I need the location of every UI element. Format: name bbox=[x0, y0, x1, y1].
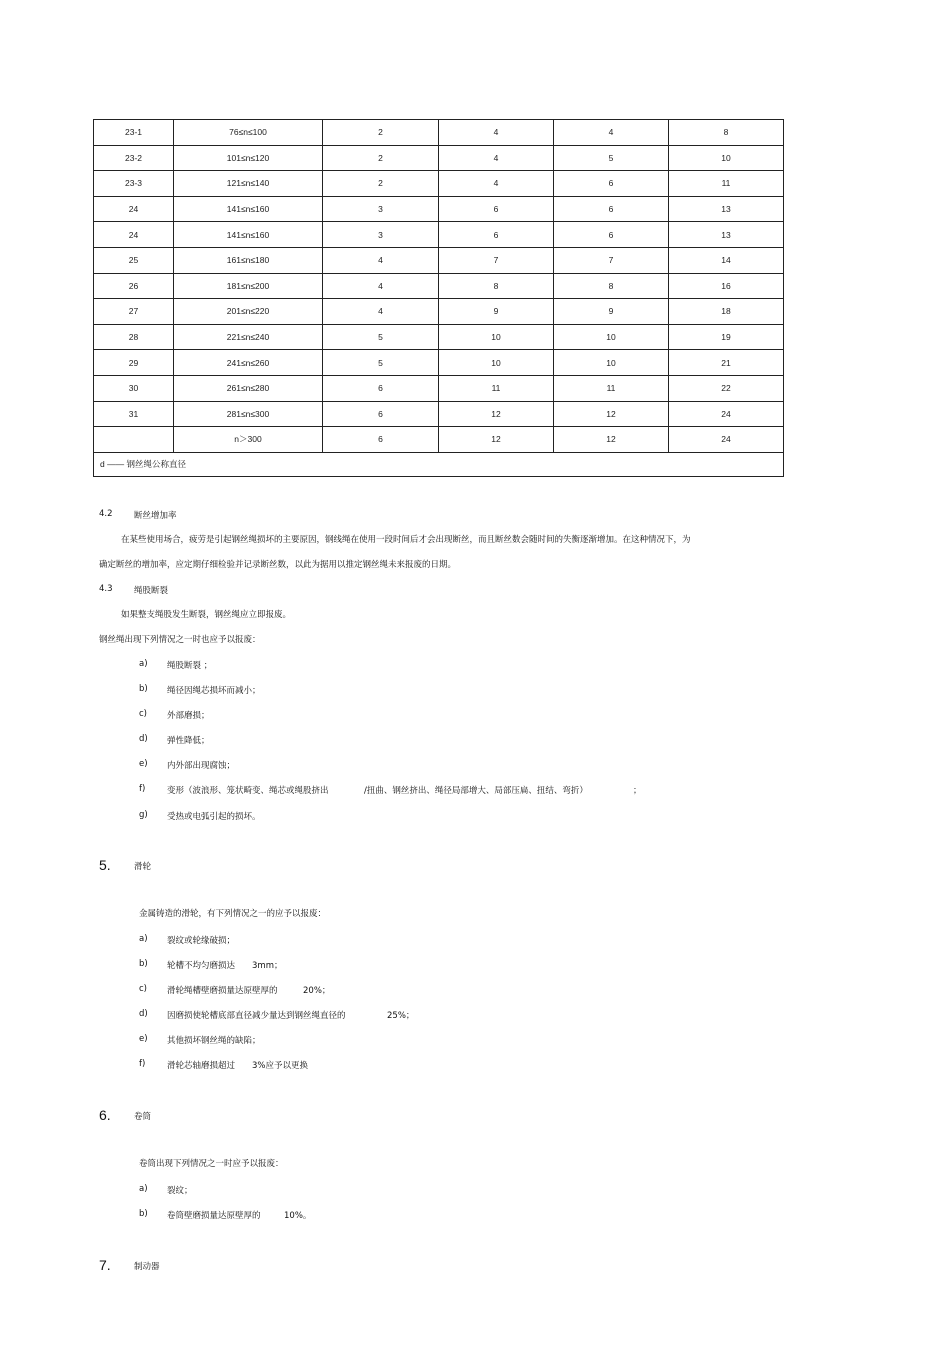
table-cell: 221≤n≤240 bbox=[174, 324, 323, 350]
table-cell: 24 bbox=[94, 222, 174, 248]
section-5-title: 滑轮 bbox=[134, 862, 152, 872]
table-cell: 18 bbox=[669, 299, 784, 325]
table-cell: 19 bbox=[669, 324, 784, 350]
table-cell bbox=[94, 427, 174, 453]
table-cell: 12 bbox=[439, 401, 554, 427]
table-cell: 25 bbox=[94, 247, 174, 273]
table-cell: 6 bbox=[323, 401, 439, 427]
table-cell: 14 bbox=[669, 247, 784, 273]
table-cell: 24 bbox=[94, 196, 174, 222]
list-item-value: 20%； bbox=[303, 986, 331, 996]
section-5-intro: 金属铸造的滑轮，有下列情况之一的应予以报废： bbox=[139, 909, 327, 919]
table-cell: 12 bbox=[554, 401, 669, 427]
list-item-text: 受热或电弧引起的损坏。 bbox=[167, 812, 261, 822]
table-cell: n＞300 bbox=[174, 427, 323, 453]
table-cell: 4 bbox=[554, 120, 669, 146]
table-row bbox=[94, 222, 784, 248]
table-cell: 2 bbox=[323, 145, 439, 171]
list-item-text: 卷筒壁磨损量达原壁厚的 bbox=[167, 1211, 261, 1221]
table-cell: 29 bbox=[94, 350, 174, 376]
table-cell: 6 bbox=[554, 196, 669, 222]
list-item-text-continued: /扭曲、钢丝挤出、绳径局部增大、局部压扁、扭结、弯折） bbox=[364, 786, 588, 796]
section-4-3-title: 绳股断裂 bbox=[134, 586, 169, 596]
list-item-label: g) bbox=[139, 810, 148, 820]
section-4-2-title: 断丝增加率 bbox=[134, 511, 177, 521]
table-cell: 23-2 bbox=[94, 145, 174, 171]
table-row bbox=[94, 401, 784, 427]
section-6-title: 卷筒 bbox=[134, 1112, 152, 1122]
table-row bbox=[94, 324, 784, 350]
table-cell: 4 bbox=[323, 247, 439, 273]
list-item-text: 绳径因绳芯损坏而减小； bbox=[167, 686, 261, 696]
list-item-value: 25%； bbox=[387, 1011, 415, 1021]
list-item-text: 内外部出现腐蚀； bbox=[167, 761, 236, 771]
section-4-2-line1: 在某些使用场合，疲劳是引起钢丝绳损坏的主要原因，钢线绳在使用一段时间后才会出现断丝，而且断丝数会随时间的失衡逐渐增加。在这种情况下，为 bbox=[121, 535, 691, 545]
table-cell: 8 bbox=[439, 273, 554, 299]
list-item-label: f) bbox=[139, 1059, 146, 1069]
table-cell: 23-1 bbox=[94, 120, 174, 146]
table-cell: 5 bbox=[554, 145, 669, 171]
table-row bbox=[94, 299, 784, 325]
table-cell: 22 bbox=[669, 375, 784, 401]
list-item-text: 外部磨损； bbox=[167, 711, 210, 721]
list-item-label: b) bbox=[139, 959, 148, 969]
table-row bbox=[94, 273, 784, 299]
table-cell: 31 bbox=[94, 401, 174, 427]
table-cell: 11 bbox=[554, 375, 669, 401]
table-cell: 141≤n≤160 bbox=[174, 196, 323, 222]
list-item-label: c) bbox=[139, 709, 147, 719]
table-row bbox=[94, 145, 784, 171]
table-cell: 7 bbox=[554, 247, 669, 273]
list-item-text: 滑轮芯轴磨损超过 bbox=[167, 1061, 236, 1071]
table-cell: 9 bbox=[554, 299, 669, 325]
list-item-label: f) bbox=[139, 784, 146, 794]
table-cell: 27 bbox=[94, 299, 174, 325]
table-row bbox=[94, 196, 784, 222]
table-cell: 6 bbox=[323, 427, 439, 453]
list-item-value: 3%应予以更换 bbox=[252, 1061, 308, 1071]
list-item-label: b) bbox=[139, 684, 148, 694]
table-cell: 281≤n≤300 bbox=[174, 401, 323, 427]
list-item-text: 其他损坏钢丝绳的缺陷； bbox=[167, 1036, 261, 1046]
table-cell: 8 bbox=[554, 273, 669, 299]
table-cell: 3 bbox=[323, 222, 439, 248]
table-cell: 16 bbox=[669, 273, 784, 299]
list-item-label: c) bbox=[139, 984, 147, 994]
table-cell: 10 bbox=[439, 324, 554, 350]
table-cell: 4 bbox=[323, 299, 439, 325]
table-row bbox=[94, 120, 784, 146]
table-cell: 24 bbox=[669, 427, 784, 453]
table-cell: 5 bbox=[323, 324, 439, 350]
section-7-number: 7. bbox=[99, 1257, 111, 1273]
table-row bbox=[94, 171, 784, 197]
table-cell: 4 bbox=[439, 145, 554, 171]
table-cell: 11 bbox=[669, 171, 784, 197]
table-cell: 9 bbox=[439, 299, 554, 325]
table-cell: 13 bbox=[669, 196, 784, 222]
list-item-text: 滑轮绳槽壁磨损量达原壁厚的 bbox=[167, 986, 278, 996]
list-item-text: 变形（波浪形、笼状畸变、绳芯或绳股挤出 bbox=[167, 786, 329, 796]
wire-rope-table bbox=[93, 119, 784, 477]
table-row bbox=[94, 427, 784, 453]
list-item-label: d) bbox=[139, 1009, 148, 1019]
table-cell: 4 bbox=[439, 171, 554, 197]
section-4-3-number: 4.3 bbox=[99, 584, 113, 594]
table-cell: 26 bbox=[94, 273, 174, 299]
table-cell: 12 bbox=[439, 427, 554, 453]
list-item-label: a) bbox=[139, 934, 148, 944]
section-4-2-line2: 确定断丝的增加率，应定期仔细检验并记录断丝数，以此为据用以推定钢丝绳未来报废的日期。 bbox=[99, 560, 457, 570]
list-item-text: 裂纹； bbox=[167, 1186, 193, 1196]
table-cell: 11 bbox=[439, 375, 554, 401]
table-cell: 8 bbox=[669, 120, 784, 146]
table-cell: 201≤n≤220 bbox=[174, 299, 323, 325]
table-row bbox=[94, 350, 784, 376]
table-cell: 28 bbox=[94, 324, 174, 350]
table-cell: 101≤n≤120 bbox=[174, 145, 323, 171]
table-cell: 161≤n≤180 bbox=[174, 247, 323, 273]
list-item-text: 裂纹或轮缘破损； bbox=[167, 936, 236, 946]
section-7-title: 制动器 bbox=[134, 1262, 160, 1272]
table-cell: 23-3 bbox=[94, 171, 174, 197]
table-cell: 121≤n≤140 bbox=[174, 171, 323, 197]
table-footnote-row bbox=[94, 452, 784, 476]
table-cell: 261≤n≤280 bbox=[174, 375, 323, 401]
list-item-text: 因磨损使轮槽底部直径减少量达到钢丝绳直径的 bbox=[167, 1011, 346, 1021]
table-cell: 6 bbox=[439, 196, 554, 222]
table-cell: 181≤n≤200 bbox=[174, 273, 323, 299]
table-cell: 241≤n≤260 bbox=[174, 350, 323, 376]
list-item-label: a) bbox=[139, 1184, 148, 1194]
table-cell: 10 bbox=[669, 145, 784, 171]
table-cell: 30 bbox=[94, 375, 174, 401]
table-row bbox=[94, 375, 784, 401]
table-cell: 4 bbox=[323, 273, 439, 299]
list-item-label: e) bbox=[139, 759, 148, 769]
section-5-number: 5. bbox=[99, 857, 111, 873]
list-item-text: 弹性降低； bbox=[167, 736, 210, 746]
list-item-label: a) bbox=[139, 659, 148, 669]
section-6-intro: 卷筒出现下列情况之一时应予以报废： bbox=[139, 1159, 284, 1169]
list-item-label: e) bbox=[139, 1034, 148, 1044]
section-4-3-line1: 如果整支绳股发生断裂，钢丝绳应立即报废。 bbox=[121, 610, 292, 620]
table-cell: 10 bbox=[554, 350, 669, 376]
table-cell: 10 bbox=[554, 324, 669, 350]
section-4-3-line2: 钢丝绳出现下列情况之一时也应予以报废： bbox=[99, 635, 261, 645]
table-cell: 76≤n≤100 bbox=[174, 120, 323, 146]
table-cell: 13 bbox=[669, 222, 784, 248]
list-item-text: 轮槽不均匀磨损达 bbox=[167, 961, 236, 971]
list-item-text: 绳股断裂 ； bbox=[167, 661, 213, 671]
section-4-2-number: 4.2 bbox=[99, 509, 113, 519]
list-item-value: 3mm； bbox=[252, 961, 283, 971]
table-cell: 6 bbox=[554, 171, 669, 197]
table-cell: 4 bbox=[439, 120, 554, 146]
section-6-number: 6. bbox=[99, 1107, 111, 1123]
table-cell: 6 bbox=[439, 222, 554, 248]
table-cell: 24 bbox=[669, 401, 784, 427]
table-cell: 5 bbox=[323, 350, 439, 376]
list-item-label: b) bbox=[139, 1209, 148, 1219]
table-footnote: d —— 钢丝绳公称直径 bbox=[94, 452, 784, 476]
list-item-value: 10%。 bbox=[284, 1211, 312, 1221]
table-cell: 21 bbox=[669, 350, 784, 376]
table-cell: 6 bbox=[554, 222, 669, 248]
table-cell: 12 bbox=[554, 427, 669, 453]
table-cell: 141≤n≤160 bbox=[174, 222, 323, 248]
table-row bbox=[94, 247, 784, 273]
list-item-text-end: ； bbox=[633, 786, 642, 796]
table-cell: 6 bbox=[323, 375, 439, 401]
table-cell: 2 bbox=[323, 171, 439, 197]
table-cell: 7 bbox=[439, 247, 554, 273]
table-cell: 10 bbox=[439, 350, 554, 376]
table-cell: 2 bbox=[323, 120, 439, 146]
list-item-label: d) bbox=[139, 734, 148, 744]
table-cell: 3 bbox=[323, 196, 439, 222]
